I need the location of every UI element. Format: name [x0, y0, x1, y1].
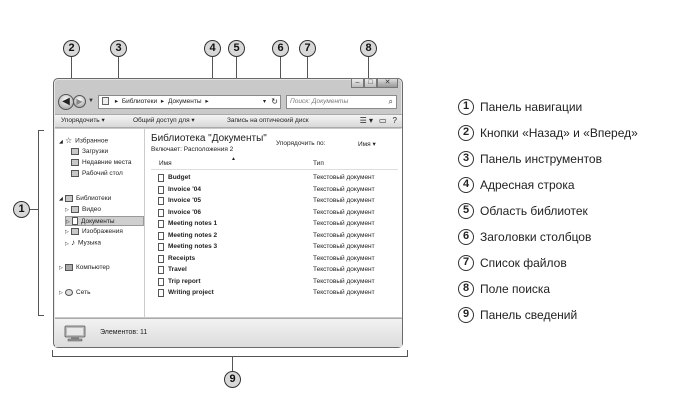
expand-arrow-icon[interactable]: ◢ — [59, 196, 63, 202]
nav-network-label: Сеть — [76, 289, 91, 296]
minimize-button[interactable]: – — [351, 78, 364, 88]
recent-pages-dropdown[interactable]: ▼ — [88, 98, 94, 104]
nav-images-label: Изображения — [82, 228, 123, 235]
file-name: Receipts — [168, 254, 196, 262]
callout-3: 3 — [110, 40, 127, 57]
legend-label: Панель сведений — [480, 308, 578, 322]
file-row[interactable] — [158, 265, 398, 275]
images-icon — [71, 228, 79, 235]
nav-libraries-label: Библиотеки — [76, 195, 112, 202]
text-document-icon — [158, 278, 164, 286]
desktop-icon — [71, 170, 79, 177]
title-bar — [54, 79, 402, 91]
back-button[interactable]: ◀ — [58, 94, 74, 110]
callout-2: 2 — [63, 40, 80, 57]
column-header-type[interactable]: Тип — [313, 160, 324, 167]
file-type: Текстовый документ — [313, 277, 375, 285]
library-title: Библиотека "Документы" — [151, 133, 267, 144]
file-name: Invoice '06 — [168, 208, 201, 216]
computer-icon — [65, 264, 73, 271]
file-name: Meeting notes 2 — [168, 231, 218, 239]
file-name: Writing project — [168, 289, 214, 296]
libraries-icon — [65, 195, 73, 202]
file-type: Текстовый документ — [313, 197, 375, 204]
text-document-icon — [158, 232, 164, 240]
forward-button[interactable]: ▶ — [73, 95, 86, 108]
details-pane — [55, 318, 402, 347]
music-icon: ♪ — [71, 238, 75, 247]
computer-icon — [64, 325, 86, 342]
documents-icon — [72, 217, 78, 225]
nav-recent-label: Недавние места — [82, 159, 132, 166]
file-type: Текстовый документ — [313, 174, 375, 181]
search-input[interactable] — [286, 95, 397, 109]
recent-places-icon — [71, 159, 79, 166]
file-name: Invoice '05 — [168, 197, 201, 204]
text-document-icon — [158, 209, 164, 217]
legend-label: Заголовки столбцов — [480, 230, 592, 244]
legend-label: Список файлов — [480, 256, 567, 270]
column-header-name[interactable]: Имя — [159, 160, 172, 167]
breadcrumb-libraries[interactable]: Библиотеки — [121, 98, 158, 105]
folder-icon — [102, 97, 109, 105]
nav-desktop-label: Рабочий стол — [82, 170, 123, 177]
collapse-arrow-icon[interactable]: ▷ — [65, 240, 69, 247]
nav-images[interactable] — [65, 227, 123, 237]
burn-button[interactable]: Запись на оптический диск — [227, 117, 309, 124]
text-document-icon — [158, 289, 164, 297]
leader-line-9 — [232, 356, 233, 371]
maximize-button[interactable]: □ — [364, 78, 377, 88]
callout-4: 4 — [204, 40, 221, 57]
file-row[interactable] — [158, 288, 398, 298]
legend-number: 9 — [458, 307, 474, 323]
legend-label: Область библиотек — [480, 204, 588, 218]
bracket-9 — [52, 356, 408, 357]
file-row[interactable] — [158, 173, 398, 183]
text-document-icon — [158, 174, 164, 182]
star-icon: ☆ — [65, 136, 73, 145]
nav-recent[interactable] — [71, 158, 132, 168]
nav-desktop[interactable] — [71, 169, 123, 179]
bracket-9-right — [407, 350, 408, 356]
expand-arrow-icon[interactable]: ◢ — [59, 138, 63, 145]
toolbar-icons — [360, 115, 397, 127]
nav-downloads[interactable] — [71, 147, 108, 157]
navigation-pane — [55, 129, 145, 317]
nav-video[interactable] — [65, 205, 101, 215]
legend-number: 3 — [458, 151, 474, 167]
legend-number: 8 — [458, 281, 474, 297]
legend-number: 1 — [458, 99, 474, 115]
share-button[interactable]: Общий доступ для ▾ — [133, 117, 195, 124]
address-bar[interactable] — [98, 95, 281, 109]
collapse-arrow-icon[interactable]: ▷ — [65, 229, 69, 235]
callout-1: 1 — [13, 201, 30, 218]
help-icon[interactable]: ? — [392, 116, 397, 125]
bracket-1-bottom — [38, 315, 44, 316]
legend-number: 4 — [458, 177, 474, 193]
callout-9: 9 — [224, 371, 241, 388]
callout-7: 7 — [299, 40, 316, 57]
refresh-icon[interactable]: ↻ — [271, 97, 278, 106]
text-document-icon — [158, 266, 164, 274]
file-name: Meeting notes 1 — [168, 220, 218, 227]
file-row[interactable] — [158, 196, 398, 206]
nav-favorites-label: Избранное — [75, 137, 109, 145]
arrange-by-label: Упорядочить по: — [276, 140, 326, 147]
legend-label: Панель навигации — [480, 100, 583, 114]
text-document-icon — [158, 186, 164, 194]
text-document-icon — [158, 243, 164, 251]
file-type: Текстовый документ — [313, 220, 375, 227]
search-placeholder: Поиск: Документы — [290, 98, 349, 105]
nav-libraries[interactable] — [59, 194, 111, 204]
downloads-folder-icon — [71, 148, 79, 155]
file-row[interactable] — [158, 277, 398, 287]
text-document-icon — [158, 255, 164, 263]
legend-label: Поле поиска — [480, 282, 551, 296]
video-icon — [71, 206, 79, 213]
file-name: Meeting notes 3 — [168, 243, 218, 250]
collapse-arrow-icon[interactable]: ▷ — [65, 207, 69, 213]
breadcrumb-documents[interactable]: Документы — [168, 98, 202, 105]
nav-music-label: Музыка — [78, 239, 101, 247]
file-name: Budget — [168, 174, 191, 181]
nav-network[interactable] — [59, 288, 90, 298]
file-row[interactable] — [158, 219, 398, 229]
arrange-by-dropdown[interactable]: Имя ▾ — [358, 141, 376, 148]
legend-label: Панель инструментов — [480, 152, 602, 166]
nav-documents[interactable] — [65, 216, 144, 226]
file-name: Invoice '04 — [168, 185, 201, 193]
legend-number: 2 — [458, 125, 474, 141]
file-row[interactable] — [158, 208, 398, 218]
collapse-arrow-icon[interactable]: ▷ — [59, 290, 63, 296]
callout-8: 8 — [360, 40, 377, 57]
view-options-icon[interactable]: ☰ ▾ — [359, 116, 373, 125]
preview-pane-icon[interactable]: ▭ — [378, 116, 387, 125]
bracket-9-left — [52, 350, 53, 356]
file-type: Текстовый документ — [313, 254, 375, 262]
text-document-icon — [158, 220, 164, 228]
items-count: Элементов: 11 — [100, 329, 148, 336]
nav-computer[interactable] — [59, 263, 110, 273]
nav-favorites[interactable] — [59, 136, 108, 146]
file-type: Текстовый документ — [313, 243, 375, 250]
file-name: Travel — [168, 266, 187, 273]
breadcrumb-separator: ▸ — [205, 98, 209, 105]
bracket-1 — [38, 130, 39, 316]
collapse-arrow-icon[interactable]: ▷ — [59, 265, 63, 271]
library-includes-link[interactable]: Включает: Расположения 2 — [151, 146, 234, 153]
file-row[interactable] — [158, 231, 398, 241]
network-icon — [65, 289, 73, 296]
breadcrumb-separator: ▸ — [114, 98, 119, 105]
file-type: Текстовый документ — [313, 231, 375, 239]
window-controls — [351, 78, 398, 88]
file-type: Текстовый документ — [313, 289, 375, 296]
toolbar — [55, 114, 402, 128]
leader-line-1 — [30, 209, 38, 210]
text-document-icon — [158, 197, 164, 205]
content-area — [55, 129, 402, 317]
file-type: Текстовый документ — [313, 208, 375, 216]
file-type: Текстовый документ — [313, 185, 375, 193]
legend-number: 6 — [458, 229, 474, 245]
nav-downloads-label: Загрузки — [82, 148, 109, 155]
file-row[interactable] — [158, 185, 398, 195]
close-button[interactable]: ✕ — [377, 78, 398, 88]
legend-label: Адресная строка — [480, 178, 575, 192]
file-row[interactable] — [158, 242, 398, 252]
sort-arrow-icon: ▲ — [231, 156, 236, 162]
nav-computer-label: Компьютер — [76, 264, 110, 271]
callout-5: 5 — [228, 40, 245, 57]
legend-label: Кнопки «Назад» и «Вперед» — [480, 126, 638, 140]
callout-6: 6 — [272, 40, 289, 57]
breadcrumb-separator: ▸ — [160, 98, 165, 105]
legend-number: 5 — [458, 203, 474, 219]
file-list-pane — [146, 129, 402, 317]
address-dropdown[interactable]: ▾ — [262, 99, 266, 105]
search-icon[interactable]: ⌕ — [388, 97, 393, 106]
explorer-window — [53, 78, 403, 348]
collapse-arrow-icon[interactable]: ▷ — [66, 219, 70, 225]
legend-number: 7 — [458, 255, 474, 271]
nav-video-label: Видео — [82, 206, 101, 213]
file-name: Trip report — [168, 277, 201, 285]
nav-music[interactable] — [65, 238, 101, 248]
file-row[interactable] — [158, 254, 398, 264]
file-type: Текстовый документ — [313, 266, 375, 273]
organize-button[interactable]: Упорядочить ▾ — [61, 117, 105, 124]
address-row — [58, 93, 400, 111]
bracket-1-top — [38, 130, 44, 131]
column-headers — [151, 156, 398, 170]
nav-documents-label: Документы — [81, 218, 115, 225]
